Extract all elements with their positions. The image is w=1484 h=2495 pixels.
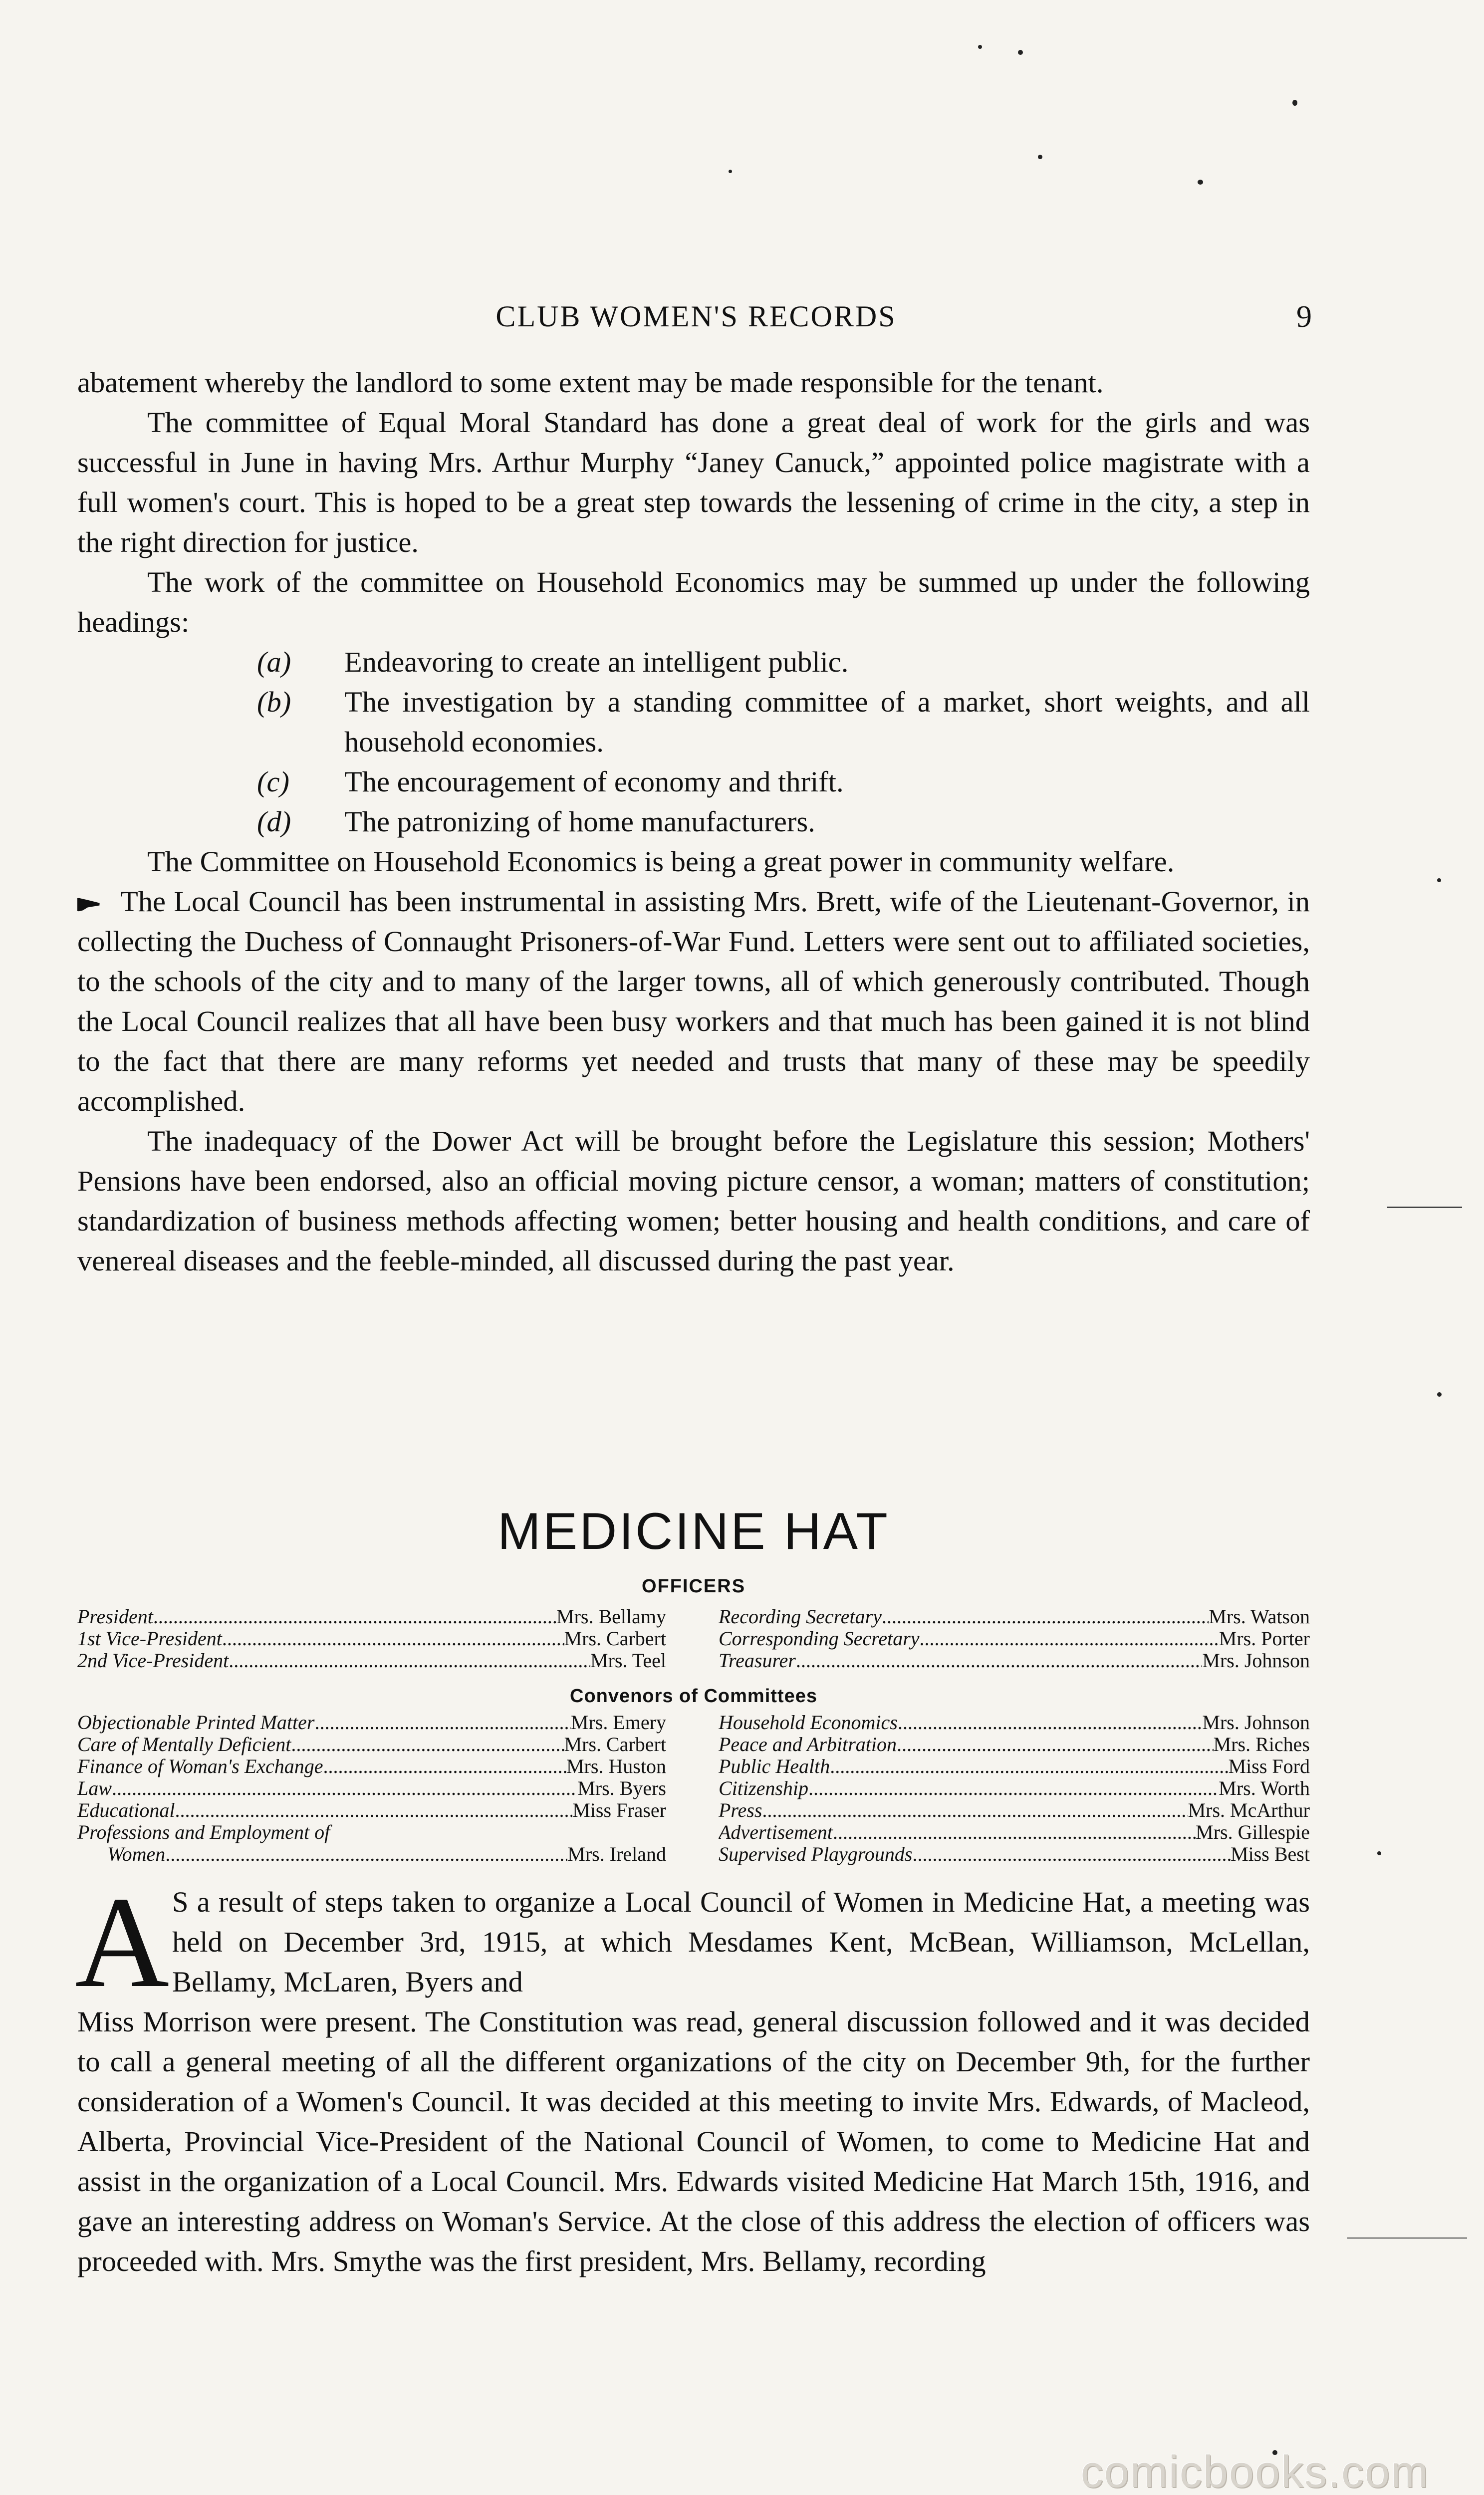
roster-row	[77, 1755, 666, 1777]
role-label: Professions and Employment of	[77, 1821, 330, 1843]
member-name: Mrs. Johnson	[1202, 1712, 1310, 1734]
paragraph-1: abatement whereby the landlord to some extent may be made responsible for the tenant.	[77, 366, 1104, 399]
member-name: Mrs. Worth	[1219, 1777, 1310, 1799]
role-label: Citizenship	[719, 1777, 809, 1799]
member-name: Mrs. Ireland	[567, 1843, 666, 1865]
role-label: Public Health	[719, 1755, 830, 1777]
paragraph-2: The committee of Equal Moral Standard has done a great deal of work for the girls and was successful in June in having Mrs. Arthur Murphy “Janey Canuck,” appointed police magistrate with a full women's court. This is hoped to be a great step towards the lessening of crime in the city, a step in the right direction for justice.	[77, 406, 1310, 558]
list-item-label: (a)	[257, 646, 291, 678]
roster-row	[77, 1734, 666, 1755]
member-name: Mrs. Huston	[566, 1755, 666, 1777]
roster-row	[77, 1606, 666, 1628]
roster-row	[719, 1755, 1310, 1777]
roster-row	[719, 1821, 1310, 1843]
member-name: Mrs. Teel	[590, 1650, 666, 1672]
roster-row	[77, 1712, 666, 1734]
officers-left-list	[77, 1606, 666, 1672]
member-name: Mrs. Porter	[1219, 1628, 1310, 1650]
role-label: Treasurer	[719, 1650, 796, 1672]
role-label: Care of Mentally Deficient	[77, 1734, 291, 1755]
list-item-text: The encouragement of economy and thrift.	[344, 765, 844, 798]
list-item	[77, 762, 1310, 802]
scan-speck	[1377, 1851, 1381, 1855]
scan-speck	[729, 170, 732, 173]
member-name: Mrs. Johnson	[1202, 1650, 1310, 1672]
role-label: Objectionable Printed Matter	[77, 1712, 315, 1734]
role-label: Advertisement	[719, 1821, 833, 1843]
scan-speck	[1198, 180, 1203, 185]
role-label: Press	[719, 1799, 762, 1821]
roster-row	[719, 1712, 1310, 1734]
role-label: Peace and Arbitration	[719, 1734, 897, 1755]
roster-row	[77, 1821, 666, 1843]
roster-row	[719, 1650, 1310, 1672]
role-label: Corresponding Secretary	[719, 1628, 920, 1650]
role-label: President	[77, 1606, 153, 1628]
officers-heading: OFFICERS	[641, 1576, 746, 1597]
scan-speck	[978, 45, 982, 49]
section-title: MEDICINE HAT	[497, 1502, 890, 1560]
scan-speck	[1437, 878, 1441, 882]
margin-mark	[1347, 2238, 1467, 2239]
paragraph-5: The Local Council has been instrumental in assisting Mrs. Brett, wife of the Lieutenant-Governor, in collecting the Duchess of Connaught Prisoners-of-War Fund. Letters were sent out to affiliated societies, to the schools of the city and to many of the larger towns, all of which generously contributed. Though the Local Council realizes that all have been busy workers and that much has been gained it is not blind to the fact that there are many reforms yet needed and trusts that many of these may be speedily accomplished.	[77, 885, 1310, 1117]
member-name: Mrs. Riches	[1213, 1734, 1310, 1755]
roster-row	[719, 1799, 1310, 1821]
role-label: Supervised Playgrounds	[719, 1843, 913, 1865]
intro-continued: Miss Morrison were present. The Constitution was read, general discussion followed and it was decided to call a general meeting of all the different organizations of the city on December 9th, for the further consideration of a Women's Council. It was decided at this meeting to invite Mrs. Edwards, of Macleod, Alberta, Provincial Vice-President of the National Council of Women, to come to Medicine Hat and assist in the organization of a Local Council. Mrs. Edwards visited Medicine Hat March 15th, 1916, and gave an interesting address on Woman's Service. At the close of this address the election of officers was proceeded with. Mrs. Smythe was the first president, Mrs. Bellamy, recording	[77, 2005, 1310, 2277]
role-label: 2nd Vice-President	[77, 1650, 229, 1672]
pointing-hand-icon	[77, 896, 101, 913]
list-item	[77, 682, 1310, 762]
roster-row	[719, 1628, 1310, 1650]
role-label: Women	[107, 1843, 166, 1865]
member-name: Mrs. McArthur	[1188, 1799, 1310, 1821]
member-name: Miss Fraser	[572, 1799, 666, 1821]
list-item-label: (b)	[257, 686, 291, 718]
member-name: Mrs. Gillespie	[1196, 1821, 1310, 1843]
page-number: 9	[1296, 300, 1312, 334]
roster-row	[77, 1650, 666, 1672]
running-header: CLUB WOMEN'S RECORDS	[495, 300, 897, 333]
paragraph-3: The work of the committee on Household Economics may be summed up under the following headings:	[77, 566, 1310, 638]
intro-first-lines: S a result of steps taken to organize a Local Council of Women in Medicine Hat, a meeting was held on December 3rd, 1915, at which Mesdames Kent, McBean, Williamson, McLellan, Bellamy, McLaren, Byers and	[172, 1886, 1310, 1998]
member-name: Mrs. Bellamy	[556, 1606, 666, 1628]
list-item-label: (c)	[257, 765, 289, 798]
paragraph-5-wrapper	[77, 882, 1310, 1121]
household-economics-list	[77, 642, 1310, 842]
roster-row	[77, 1843, 666, 1865]
conveners-left-list	[77, 1712, 666, 1865]
role-label: Finance of Woman's Exchange	[77, 1755, 323, 1777]
role-label: Educational	[77, 1799, 175, 1821]
list-item-text: The patronizing of home manufacturers.	[344, 805, 815, 838]
roster-row	[719, 1843, 1310, 1865]
member-name: Mrs. Carbert	[564, 1628, 666, 1650]
watermark: comicbooks.com	[1080, 2447, 1429, 2495]
roster-row	[719, 1734, 1310, 1755]
member-name: Mrs. Watson	[1209, 1606, 1310, 1628]
list-item-text: The investigation by a standing committee of a market, short weights, and all household economies.	[344, 686, 1310, 758]
conveners-right-list	[719, 1712, 1310, 1865]
list-item	[77, 642, 1310, 682]
officers-right-list	[719, 1606, 1310, 1672]
list-item	[77, 802, 1310, 842]
member-name: Miss Best	[1231, 1843, 1310, 1865]
role-label: Household Economics	[719, 1712, 898, 1734]
margin-mark	[1387, 1207, 1462, 1208]
body-column-top	[77, 363, 1310, 1281]
roster-row	[77, 1777, 666, 1799]
conveners-heading: Convenors of Committees	[570, 1686, 817, 1707]
role-label: Recording Secretary	[719, 1606, 882, 1628]
scan-speck	[1038, 155, 1042, 159]
list-item-text: Endeavoring to create an intelligent public.	[344, 646, 849, 678]
roster-row	[719, 1606, 1310, 1628]
scan-speck	[1018, 50, 1023, 55]
section-intro	[75, 1870, 1310, 2281]
roster-row	[77, 1628, 666, 1650]
drop-cap: A	[75, 1870, 170, 2014]
member-name: Mrs. Emery	[570, 1712, 666, 1734]
scan-speck	[1437, 1392, 1442, 1397]
paragraph-6: The inadequacy of the Dower Act will be brought before the Legislature this session; Mothers' Pensions have been endorsed, also an official moving picture censor, a woman; matters of constitution; standardization of business methods affecting women; better housing and health conditions, and care of venereal diseases and the feeble-minded, all discussed during the past year.	[77, 1125, 1310, 1277]
member-name: Miss Ford	[1228, 1755, 1310, 1777]
member-name: Mrs. Carbert	[564, 1734, 666, 1755]
paragraph-4: The Committee on Household Economics is being a great power in community welfare.	[147, 845, 1175, 878]
role-label: 1st Vice-President	[77, 1628, 222, 1650]
roster-row	[77, 1799, 666, 1821]
member-name: Mrs. Byers	[577, 1777, 666, 1799]
list-item-label: (d)	[257, 805, 291, 838]
scan-speck	[1292, 100, 1297, 106]
roster-row	[719, 1777, 1310, 1799]
role-label: Law	[77, 1777, 112, 1799]
